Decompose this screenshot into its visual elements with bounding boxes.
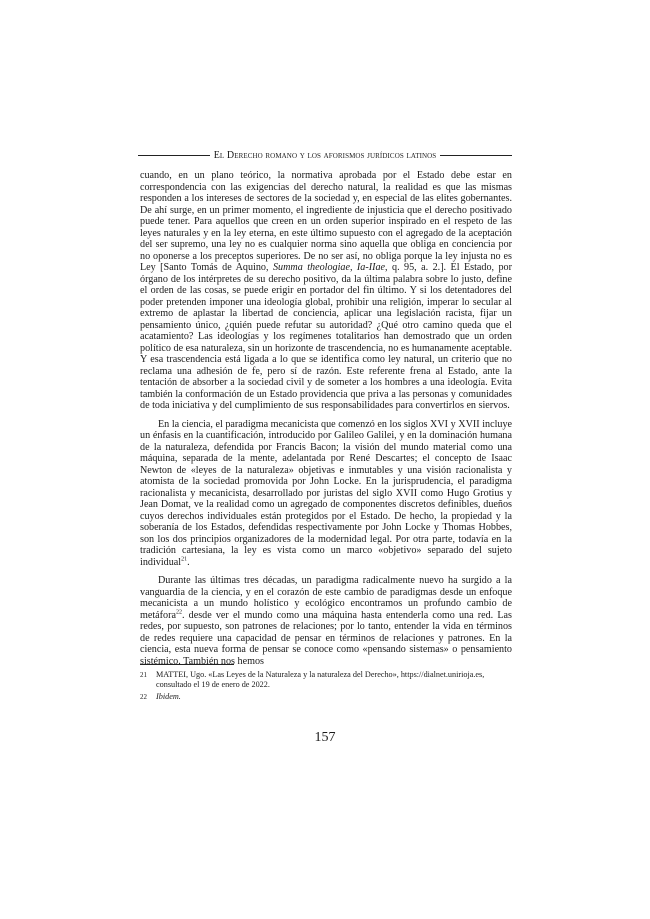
footnote-separator	[140, 664, 234, 665]
text-run: . desde ver el mundo como una máquina hasta entenderla como una red. Las redes, por supuesto, son patrones de relaciones; por lo tanto, entender la vida en términos de redes requiere una capacidad de pensar en términos de relaciones y patrones. En la ciencia, esta nueva forma de pensar se conoce como «pensando sistemas» o pensamiento sistémico. También nos hemos	[140, 609, 512, 667]
footnote	[140, 670, 512, 690]
text-run: Durante las últimas tres décadas, un paradigma radicalmente nuevo ha surgido a la vanguardia de la ciencia, y en el corazón de este cambio de paradigmas desde un enfoque mecanicista a un mundo holístico y ecológico encontramos un profundo cambio de metáfora	[140, 575, 512, 621]
header-rule-right	[440, 155, 512, 156]
running-title: El Derecho romano y los aforismos jurídicos latinos	[213, 150, 437, 161]
running-header	[138, 150, 512, 161]
footnote-reference: 21	[181, 556, 188, 563]
header-rule-left	[138, 155, 210, 156]
text-run: Summa theologiae, Ia-IIae	[272, 262, 386, 273]
body-paragraph	[140, 419, 512, 569]
text-run: En la ciencia, el paradigma mecanicista que comenzó en los siglos XVI y XVII incluye un énfasis en la cuantificación, introducido por Galileo Galilei, y en la dominación humana de la naturaleza, defendida por Francis Bacon; la visión del mundo material como una máquina, separada de la mente, adelantada por René Descartes; el concepto de Isaac Newton de «leyes de la naturaleza» objetivas e inmutables y una visión racionalista y atomista de la sociedad promovida por John Locke. En la jurisprudencia, el paradigma racionalista y mecanicista, desarrollado por juristas del siglo XVII como Hugo Grotius y Jean Domat, ve la realidad como un agregado de componentes discretos definibles, dueños cuyos derechos individuales están protegidos por el Estado. De hecho, la propiedad y la soberanía de los Estados, defendidas respectivamente por John Locke y Thomas Hobbes, son los dos principios organizadores de la modernidad legal. Por otra parte, todavía en la tradición cartesiana, la ley es vista como un marco «objetivo» separado del sujeto individual	[140, 418, 512, 568]
footnote-number: 21	[140, 671, 147, 679]
body-text	[140, 170, 512, 674]
footnote-text: Ibidem.	[156, 692, 181, 701]
text-run: .	[187, 556, 190, 568]
text-run: cuando, en un plano teórico, la normativa aprobada por el Estado debe estar en correspondencia con las exigencias del derecho natural, la realidad es que las mismas responden a los intereses de sectores de la sociedad y, en especial de las elites gobernantes. De ahí surge, en un primer momento, el ingrediente de injusticia que el derecho positivado puede tener. Para aquellos que creen en un orden superior inspirado en el respeto de las leyes naturales y en la ley eterna, en este último supuesto con el agregado de la aceptación del ser supremo, una ley no es cualquier norma sino aquella que obliga en conciencia por no oponerse a los preceptos superiores. De no ser así, no obliga porque la ley injusta no es Ley [Santo Tomás de Aquino,	[140, 170, 512, 273]
body-paragraph	[140, 170, 512, 412]
footnote-text: MATTEI, Ugo. «Las Leyes de la Naturaleza y la naturaleza del Derecho», https://dialnet.unirioja.es, consultado el 19 de enero de 2022.	[156, 670, 485, 689]
footnote	[140, 692, 512, 702]
page-number: 157	[314, 730, 336, 745]
text-run: , q. 95, a. 2.]. El Estado, por órgano de los intérpretes de su derecho positivo, da la última palabra sobre lo justo, define el orden de las cosas, se puede erigir en portador del fin último. Y si los detentadores del poder pretenden imponer una ideología global, prohibir una religión, imperar lo secular al extremo de aplastar la libertad de conciencia, aplicar una legislación racista, fijar un pensamiento único, ¿quién puede refutar su autoridad? ¿Qué otro camino queda que el acatamiento? Las ideologías y los regímenes totalitarios han demostrado que un orden político de esa naturaleza, sin un horizonte de trascendencia, no es humanamente aceptable. Y esa trascendencia está ligada a lo que se identifica como ley natural, un criterio que no reclama una adhesión de fe, pero sí de razón. Este referente frena al Estado, ante la tentación de absorber a la sociedad civil y de someter a los hombres a una ideología. Evita también la conformación de un Estado providencia que priva a las personas y comunidades de toda iniciativa y del cumplimiento de sus responsabilidades para convertirlos en siervos.	[140, 262, 512, 411]
footnote-reference: 22	[175, 609, 182, 616]
footnotes	[140, 670, 512, 704]
footnote-number: 22	[140, 693, 147, 701]
body-paragraph	[140, 575, 512, 667]
